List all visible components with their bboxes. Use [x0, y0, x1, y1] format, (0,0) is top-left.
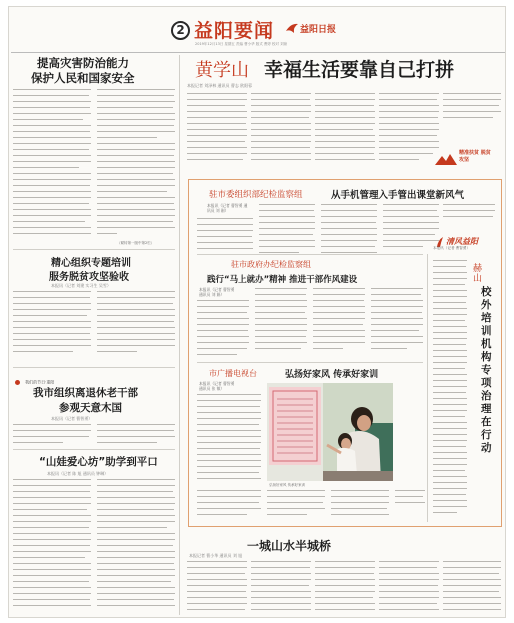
article3-headline-2: 参观天意木国: [59, 402, 122, 414]
vertical-story-body: [433, 260, 467, 520]
story3-photo-caption: 弘扬好家风 传承好家训: [269, 483, 306, 487]
article3-tag: [15, 372, 55, 385]
story1-byline: 本报讯（记者 曹智勇 通讯员 刘 刚）: [207, 203, 248, 213]
article3-headline-1: 我市组织离退休老干部: [33, 387, 138, 399]
vertical-story-kicker: 赫山: [473, 264, 483, 284]
story2-byline: 本报讯（记者 曹智勇 通讯员 刘 娟）: [199, 287, 235, 297]
tag-dot-icon: [15, 380, 20, 385]
article3-body: [13, 422, 175, 446]
bottom-story-body: [187, 559, 501, 615]
article4-headline: “山娃爱心坊”助学到平口: [39, 456, 158, 468]
article4-body: [13, 477, 175, 615]
mountain-icon: [435, 153, 457, 165]
article2-body: [13, 289, 175, 363]
story2-body: [197, 300, 423, 364]
bottom-story-byline: 本报记者 曹小华 通讯员 刘 旭: [189, 553, 243, 558]
article3-tag-label: 我们的节日·重阳: [25, 379, 55, 385]
article1-body: [13, 87, 175, 247]
feature-badge: [435, 147, 495, 169]
boxed-section: [188, 179, 502, 527]
story2-kicker: 驻市政府办纪检监察组: [231, 260, 311, 269]
feature-badge-label: 精准扶贫 脱贫攻坚: [459, 150, 491, 163]
story2-headline: 践行“马上就办”精神 推进干部作风建设: [207, 275, 358, 285]
paper-logo: [285, 21, 337, 35]
story3-byline: 本报讯（记者 曹智勇 通讯员 张 敏）: [199, 381, 235, 391]
story3-headline: 弘扬好家风 传承好家训: [285, 370, 379, 380]
section-title: 益阳要闻: [194, 20, 275, 42]
page-number-badge: [171, 21, 190, 40]
newspaper-page: [8, 6, 506, 618]
page-number: 2: [176, 23, 185, 37]
masthead: [169, 11, 489, 49]
clean-yiyang-label: 清风益阳: [446, 237, 478, 246]
article3-byline: 本报讯（记者 曹智勇）: [51, 416, 93, 421]
article2-headline-1: 精心组织专题培训: [51, 258, 131, 269]
article4-byline: 本报讯（记者 陈 旭 通讯员 钟琳）: [47, 471, 109, 476]
paper-name: 益阳日报: [300, 25, 337, 35]
story3-kicker: 市广播电视台: [209, 369, 257, 378]
issue-line: 2019年12月13日 星期五 责编 曹小华 版式 曹婷 校对 刘琼: [195, 42, 288, 46]
vertical-story-byline: 本报讯（记者 曹智勇）: [433, 246, 471, 250]
feature-byline: 本报记者 刘泽林 通讯员 曹志 欧阳蓉: [187, 83, 253, 88]
article1-continuation: （紧转第一版中第2栏）: [117, 241, 155, 245]
story1-kicker: 驻市委组织部纪检监察组: [209, 190, 303, 200]
article2-headline-2: 服务脱贫攻坚验收: [49, 272, 129, 283]
feature-headline: 幸福生活要靠自己打拼: [264, 59, 455, 81]
feature-name: 黄学山: [195, 60, 249, 81]
article1-headline-2: 保护人民和国家安全: [31, 71, 135, 85]
bottom-story-headline: 一城山水半城桥: [247, 539, 332, 553]
vertical-story-headline: 校外培训机构专项治理在行动: [481, 286, 492, 454]
article1-headline-1: 提高灾害防治能力: [37, 56, 129, 70]
article2-byline: 本报讯（记者 刘建 实习生 吴雪）: [51, 283, 111, 288]
story1-headline: 从手机管理入手管出课堂新风气: [331, 190, 465, 201]
bird-icon: [285, 22, 299, 34]
